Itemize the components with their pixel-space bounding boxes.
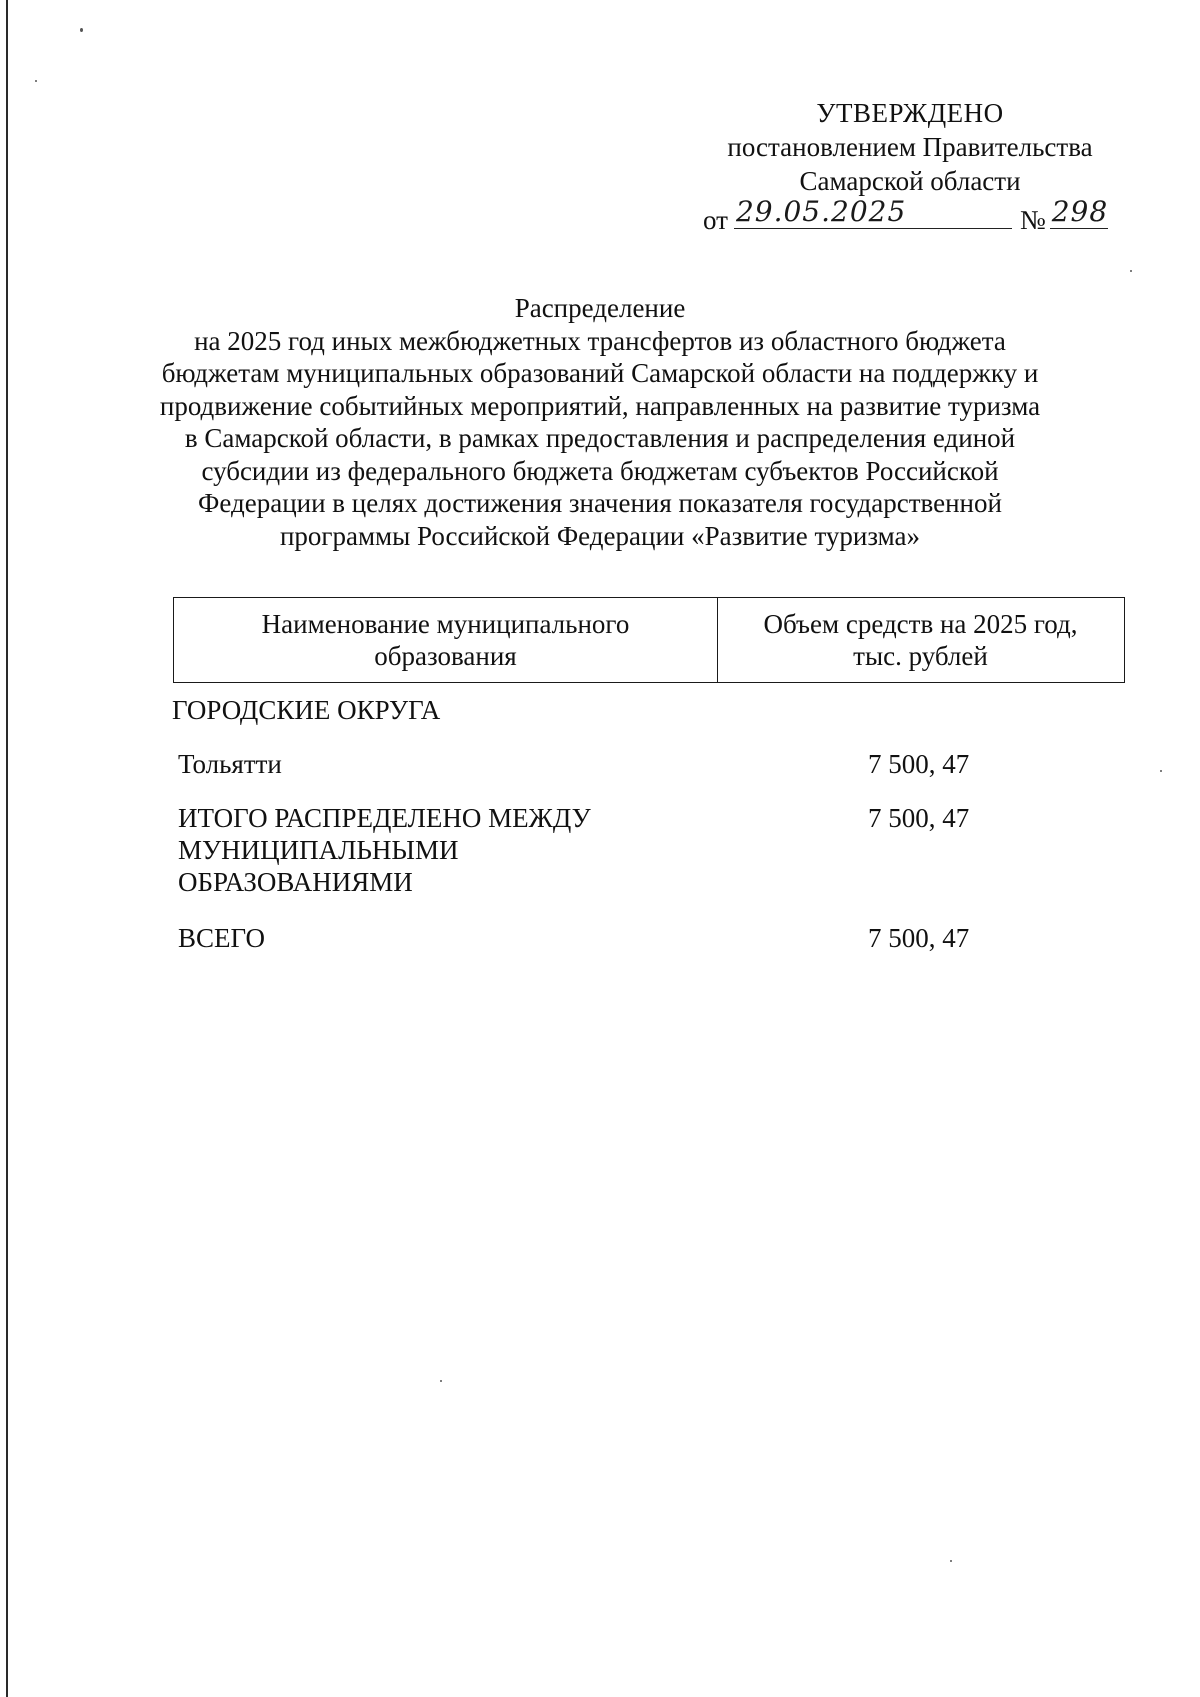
approval-date-number [703, 195, 1123, 237]
scan-left-edge [6, 0, 8, 1697]
column-header-amount: Объем средств на 2025 год, тыс. рублей [763, 609, 1078, 671]
approval-block [700, 96, 1120, 198]
row-value: 7 500, 47 [868, 923, 970, 953]
row-name: ВСЕГО [178, 923, 265, 953]
document-heading [150, 292, 1050, 552]
handwritten-number: 298 [1051, 195, 1109, 228]
heading-line: субсидии из федерального бюджета бюджетам субъектов Российской [201, 455, 999, 486]
heading-line: в Самарской области, в рамках предоставления и распределения единой [184, 423, 1016, 453]
scan-speck [950, 1560, 952, 1562]
row-value: 7 500, 47 [868, 749, 970, 779]
handwritten-date: 29.05.2025 [735, 195, 907, 228]
approval-title: УТВЕРЖДЕНО [816, 98, 1004, 128]
date-prefix: от [703, 205, 728, 235]
heading-line: Федерации в целях достижения значения показателя государственной [198, 488, 1002, 518]
scan-speck [80, 28, 83, 32]
approval-region: Самарской области [799, 166, 1021, 196]
number-prefix: № [1019, 205, 1046, 235]
approval-by: постановлением Правительства [727, 132, 1093, 162]
heading-line: на 2025 год иных межбюджетных трансфертов из областного бюджета [194, 325, 1006, 356]
row-value: 7 500, 47 [868, 803, 970, 833]
heading-line: Распределение [514, 293, 686, 323]
scan-speck [1160, 770, 1162, 772]
row-name: Тольятти [178, 749, 282, 779]
number-field [1050, 195, 1109, 229]
row-name: ИТОГО РАСПРЕДЕЛЕНО МЕЖДУ МУНИЦИПАЛЬНЫМИ ОБРАЗОВАНИЯМИ [178, 803, 591, 897]
heading-line: программы Российской Федерации «Развитие туризма» [279, 520, 921, 551]
scan-speck [1130, 270, 1132, 272]
scan-speck [35, 80, 37, 82]
table-header [173, 597, 1125, 683]
heading-line: бюджетам муниципальных образований Самарской области на поддержку и [161, 358, 1039, 388]
row-name: ГОРОДСКИЕ ОКРУГА [172, 695, 441, 725]
heading-line: продвижение событийных мероприятий, направленных на развитие туризма [159, 390, 1041, 421]
date-field [734, 195, 1012, 229]
column-header-name: Наименование муниципального образования [174, 598, 718, 682]
scan-speck [440, 1380, 442, 1382]
